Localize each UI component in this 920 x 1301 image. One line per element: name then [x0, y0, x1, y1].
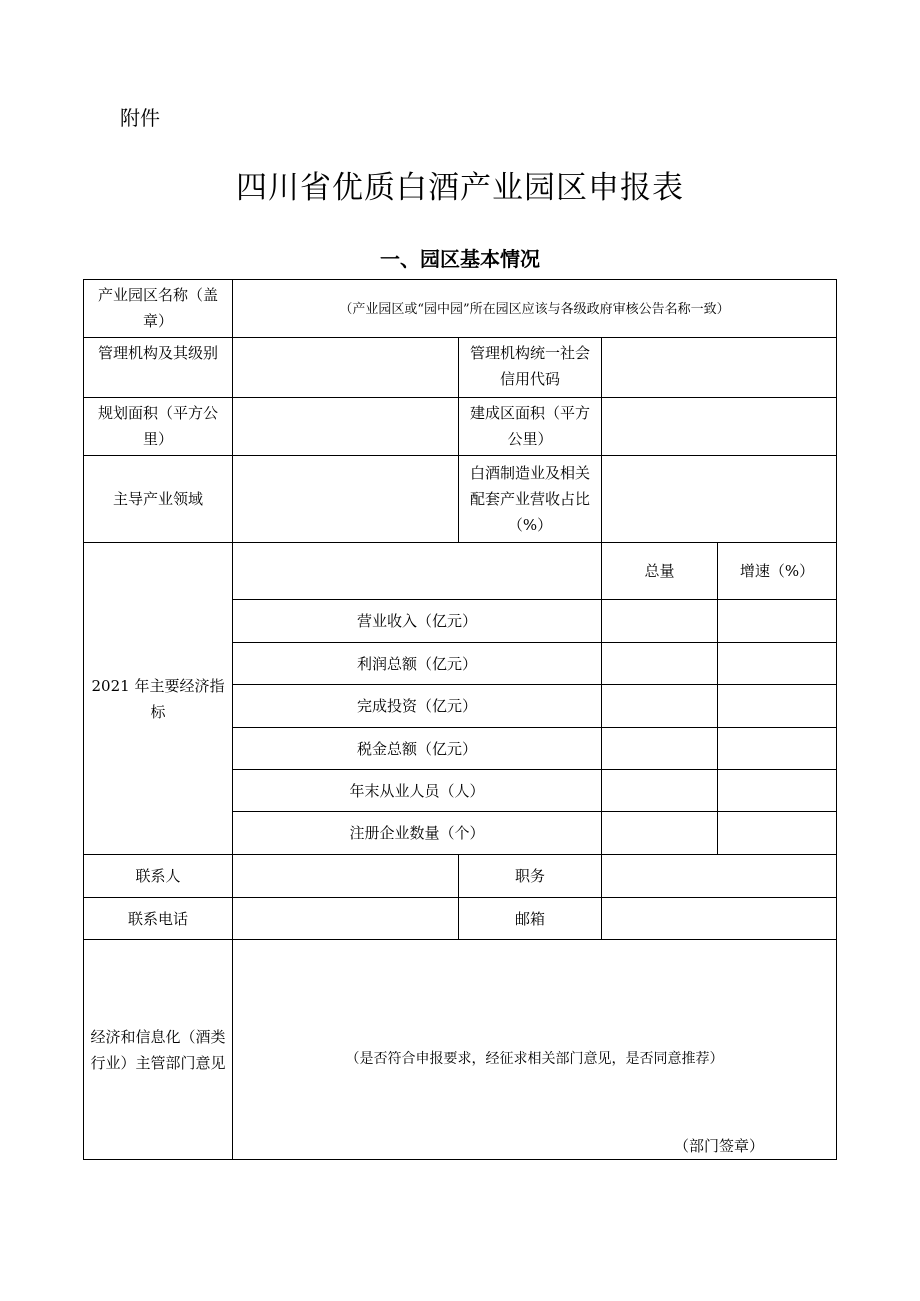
indicator-total-field[interactable] [602, 600, 718, 643]
indicator-row-label: 利润总额（亿元） [233, 643, 602, 685]
indicator-total-field[interactable] [602, 728, 718, 770]
park-name-note: （产业园区或“园中园”所在园区应该与各级政府审核公告名称一致） [339, 301, 730, 317]
credit-code-field[interactable] [602, 338, 837, 398]
built-area-label: 建成区面积（平方公里） [459, 398, 602, 456]
planned-area-field[interactable] [233, 398, 459, 456]
indicator-row-label: 注册企业数量（个） [233, 812, 602, 855]
application-form-table [83, 279, 837, 1160]
position-field[interactable] [602, 855, 837, 898]
phone-field[interactable] [233, 898, 459, 940]
mgmt-org-label: 管理机构及其级别 [84, 338, 233, 398]
indicator-row-label: 完成投资（亿元） [233, 685, 602, 728]
leading-industry-label: 主导产业领域 [84, 456, 233, 543]
indicator-total-field[interactable] [602, 812, 718, 855]
revenue-share-field[interactable] [602, 456, 837, 543]
park-name-field[interactable] [233, 280, 837, 338]
opinion-note: （是否符合申报要求，经征求相关部门意见，是否同意推荐） [345, 1051, 724, 1067]
page-title: 四川省优质白酒产业园区申报表 [236, 170, 684, 206]
col-growth-header: 增速（%） [718, 543, 837, 600]
position-label: 职务 [459, 855, 602, 898]
opinion-label: 经济和信息化（酒类行业）主管部门意见 [84, 940, 233, 1160]
attachment-label: 附件 [120, 106, 160, 130]
contact-label: 联系人 [84, 855, 233, 898]
indicator-growth-field[interactable] [718, 728, 837, 770]
indicator-growth-field[interactable] [718, 685, 837, 728]
opinion-field[interactable] [233, 940, 837, 1160]
indicators-group-label: 2021 年主要经济指标 [84, 543, 233, 855]
indicators-header-blank [233, 543, 602, 600]
indicator-growth-field[interactable] [718, 643, 837, 685]
indicator-total-field[interactable] [602, 643, 718, 685]
indicator-row-label: 营业收入（亿元） [233, 600, 602, 643]
leading-industry-field[interactable] [233, 456, 459, 543]
park-name-label: 产业园区名称（盖章） [84, 280, 233, 338]
email-field[interactable] [602, 898, 837, 940]
col-total-header: 总量 [602, 543, 718, 600]
department-seal-label: （部门签章） [674, 1137, 765, 1155]
section-heading: 一、园区基本情况 [380, 247, 540, 271]
revenue-share-label: 白酒制造业及相关配套产业营收占比（%） [459, 456, 602, 543]
indicator-row-label: 年末从业人员（人） [233, 770, 602, 812]
planned-area-label: 规划面积（平方公里） [84, 398, 233, 456]
mgmt-org-field[interactable] [233, 338, 459, 398]
email-label: 邮箱 [459, 898, 602, 940]
indicator-growth-field[interactable] [718, 812, 837, 855]
indicator-total-field[interactable] [602, 685, 718, 728]
indicator-growth-field[interactable] [718, 770, 837, 812]
contact-field[interactable] [233, 855, 459, 898]
credit-code-label: 管理机构统一社会信用代码 [459, 338, 602, 398]
indicator-row-label: 税金总额（亿元） [233, 728, 602, 770]
indicator-growth-field[interactable] [718, 600, 837, 643]
indicator-total-field[interactable] [602, 770, 718, 812]
built-area-field[interactable] [602, 398, 837, 456]
phone-label: 联系电话 [84, 898, 233, 940]
